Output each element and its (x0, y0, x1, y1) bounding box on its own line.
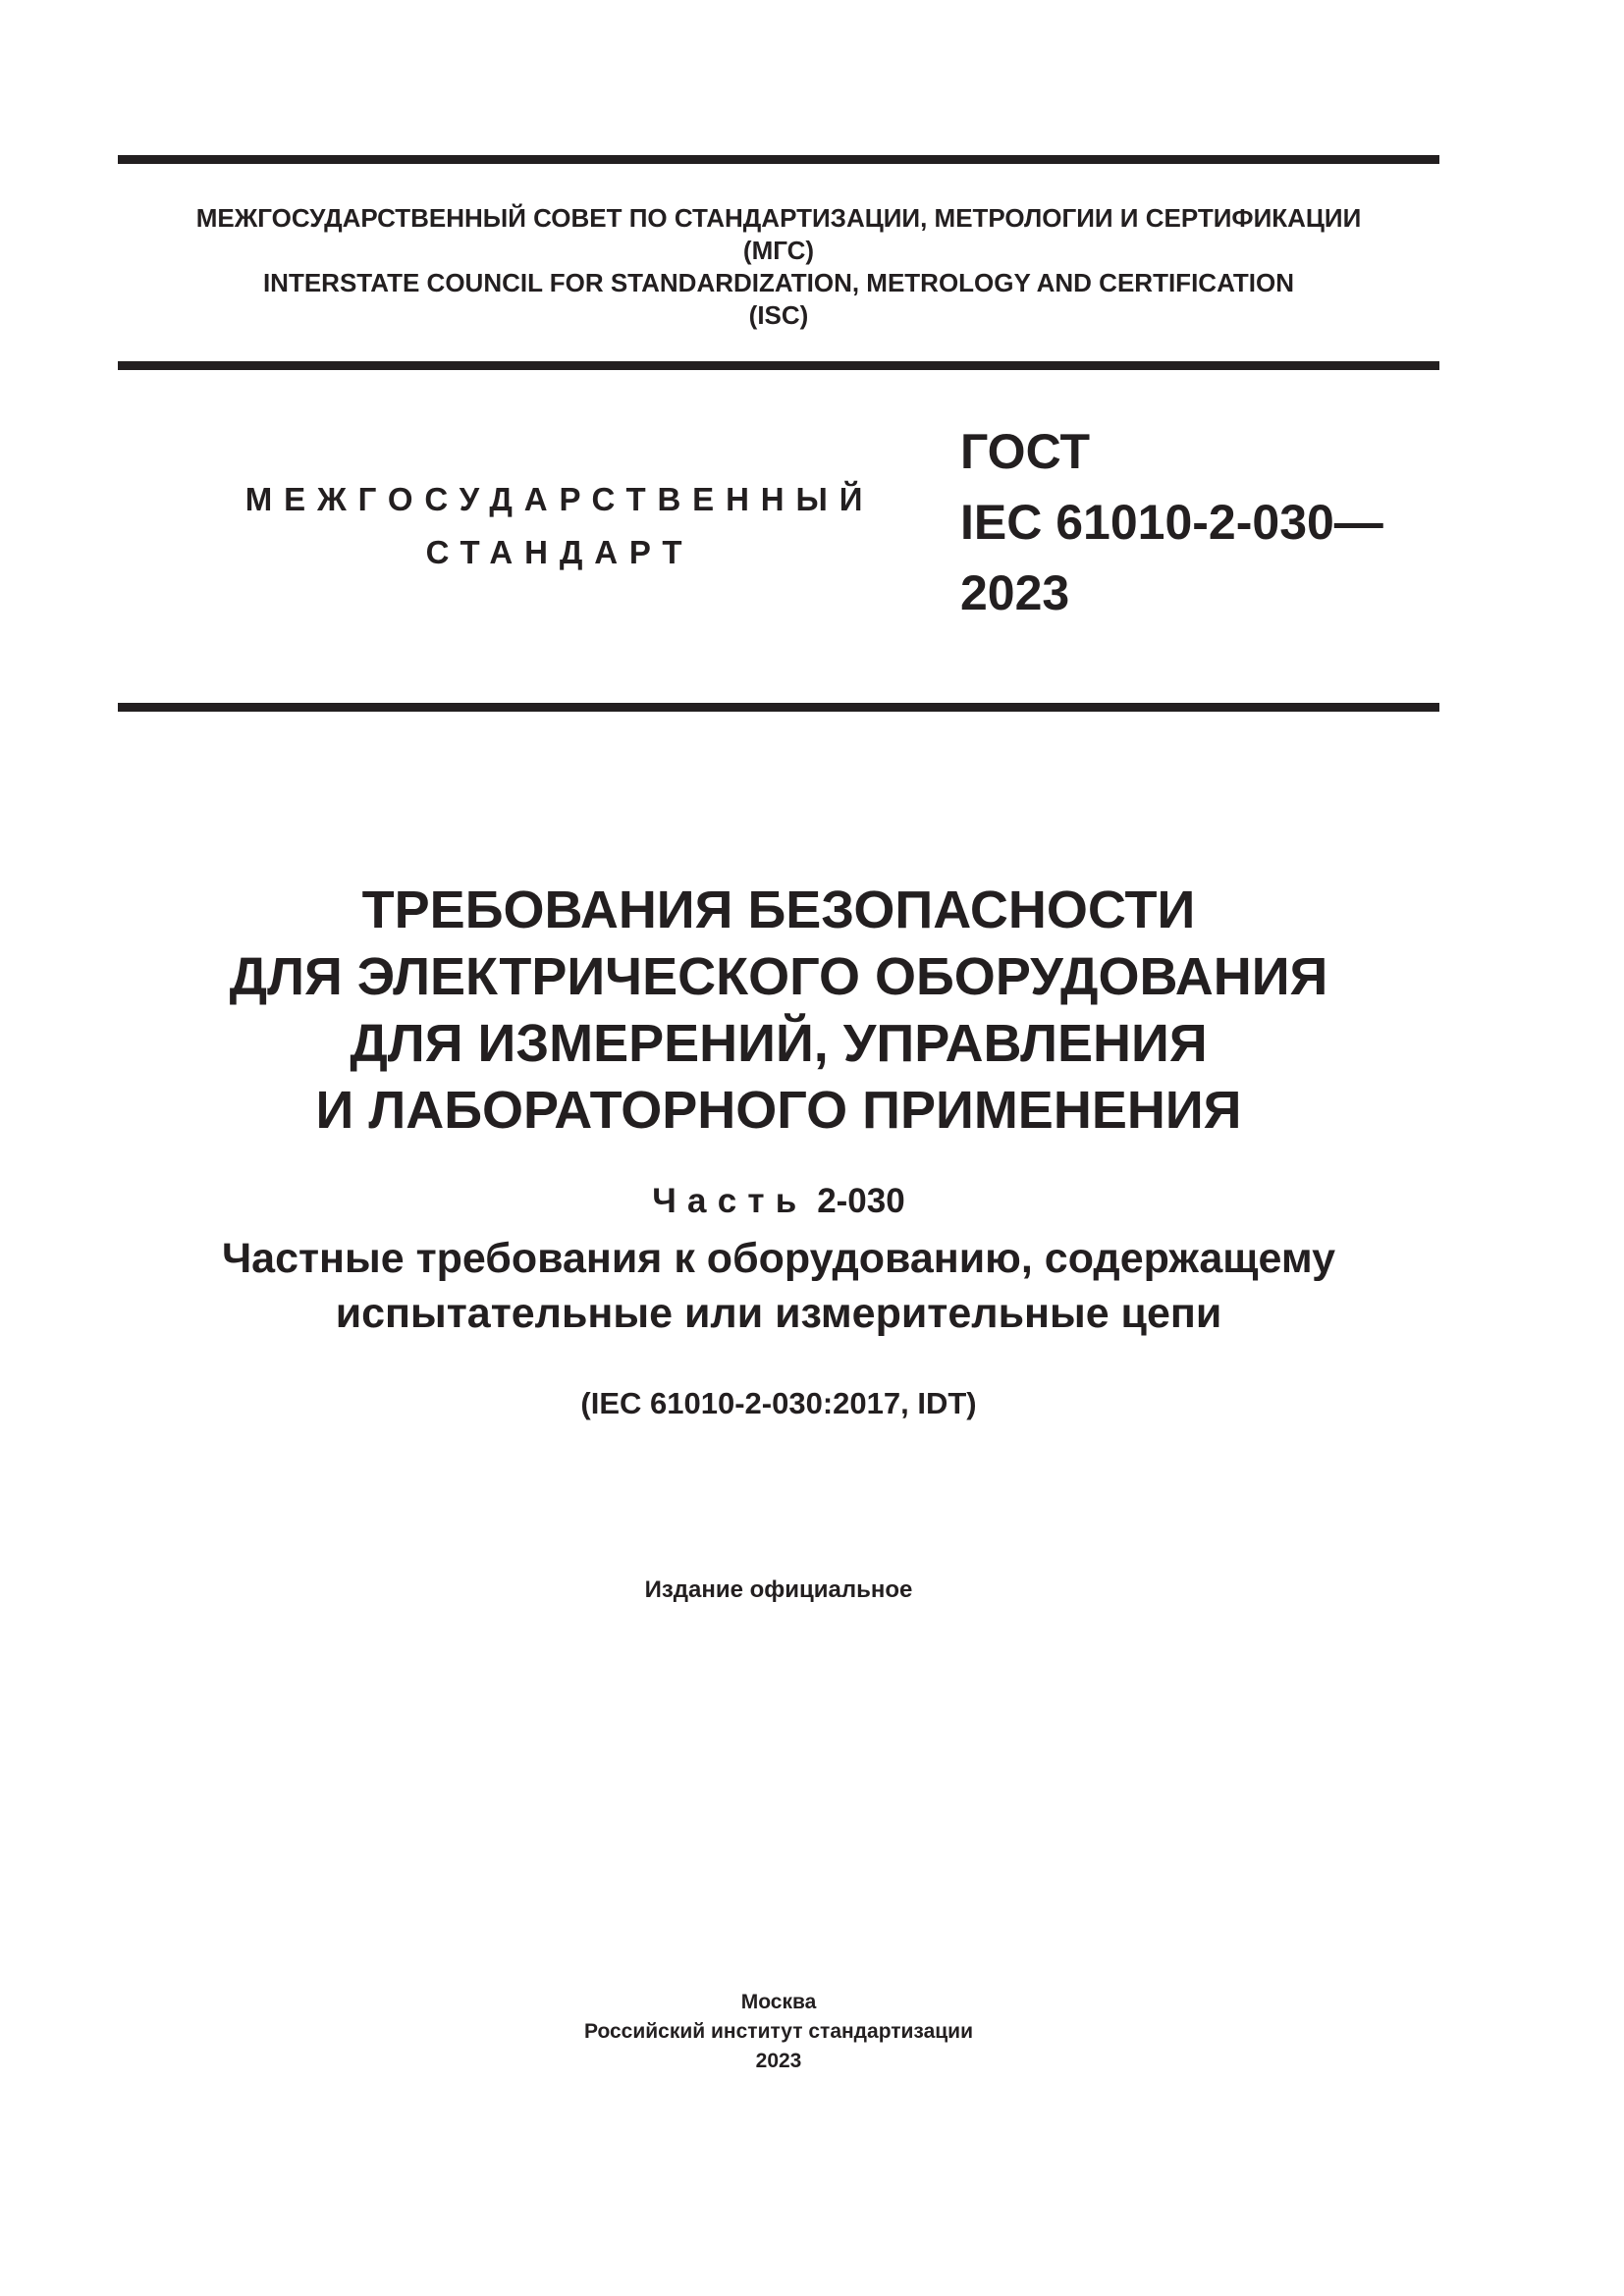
council-abbr-en: (ISC) (748, 300, 809, 330)
council-name-en: INTERSTATE COUNCIL FOR STANDARDIZATION, METROLOGY AND CERTIFICATION (262, 268, 1295, 297)
part-word: Часть (652, 1182, 808, 1220)
part-number: 2-030 (817, 1182, 905, 1220)
document-title (118, 877, 1439, 1144)
iec-reference: (IEC 61010-2-030:2017, IDT) (580, 1386, 977, 1420)
top-divider (118, 155, 1439, 164)
imprint-publisher: Российский институт стандартизации (583, 2020, 974, 2043)
header-divider (118, 703, 1439, 712)
standard-kind-line-1: МЕЖГОСУДАРСТВЕННЫЙ (244, 481, 875, 517)
council-abbr-ru: (МГС) (742, 236, 815, 265)
council-header (118, 202, 1439, 332)
part-title-line-1: Частные требования к оборудованию, содержащему (221, 1235, 1336, 1282)
standard-designation (960, 416, 1383, 628)
edition-note: Издание официальное (644, 1576, 913, 1603)
title-line-4: И ЛАБОРАТОРНОГО ПРИМЕНЕНИЯ (315, 1081, 1242, 1140)
part-title (118, 1231, 1439, 1341)
publisher-imprint (118, 1988, 1439, 2076)
designation-line-3: 2023 (960, 565, 1070, 620)
part-title-line-2: испытательные или измерительные цепи (335, 1290, 1222, 1337)
council-name-ru: МЕЖГОСУДАРСТВЕННЫЙ СОВЕТ ПО СТАНДАРТИЗАЦИИ, МЕТРОЛОГИИ И СЕРТИФИКАЦИИ (195, 203, 1362, 233)
designation-line-2: IEC 61010-2-030— (960, 495, 1383, 550)
title-line-3: ДЛЯ ИЗМЕРЕНИЙ, УПРАВЛЕНИЯ (350, 1014, 1208, 1073)
designation-line-1: ГОСТ (960, 424, 1090, 479)
standard-kind-line-2: СТАНДАРТ (425, 534, 694, 570)
title-line-2: ДЛЯ ЭЛЕКТРИЧЕСКОГО ОБОРУДОВАНИЯ (229, 947, 1328, 1006)
imprint-year: 2023 (755, 2050, 802, 2072)
standard-kind (177, 473, 943, 579)
title-line-1: ТРЕБОВАНИЯ БЕЗОПАСНОСТИ (361, 881, 1196, 939)
imprint-city: Москва (740, 1991, 817, 2013)
council-divider (118, 361, 1439, 370)
part-label (118, 1178, 1439, 1225)
